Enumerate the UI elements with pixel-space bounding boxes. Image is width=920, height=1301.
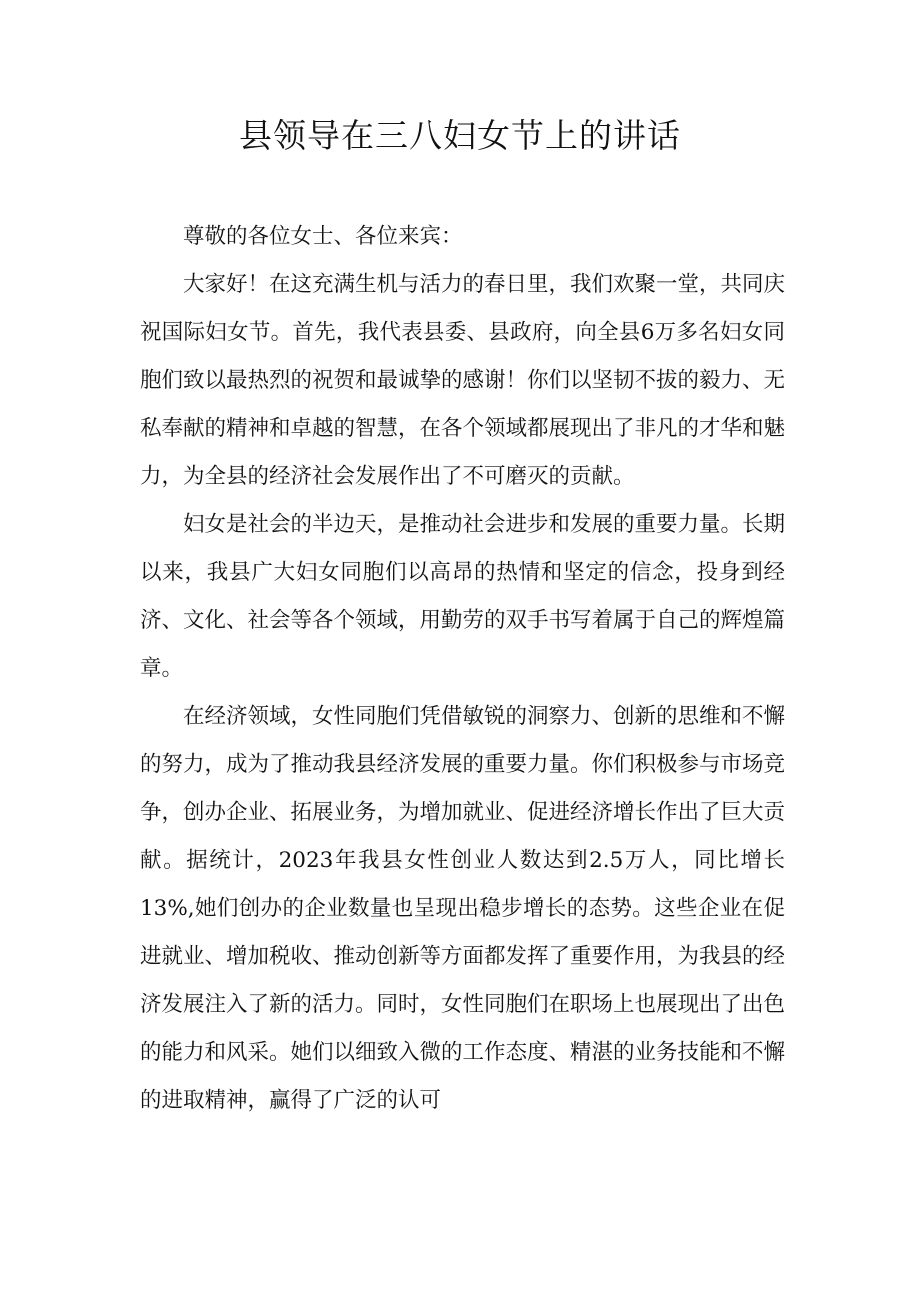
document-body <box>140 213 785 1125</box>
body-paragraph: 大家好！在这充满生机与活力的春日里，我们欢聚一堂，共同庆祝国际妇女节。首先，我代表县委、县政府，向全县6万多名妇女同胞们致以最热烈的祝贺和最诚挚的感谢！你们以坚韧不拔的毅力、无私奉献的精神和卓越的智慧，在各个领域都展现出了非凡的才华和魅力，为全县的经济社会发展作出了不可磨灭的贡献。 <box>140 272 786 489</box>
body-paragraph: 妇女是社会的半边天，是推动社会进步和发展的重要力量。长期以来，我县广大妇女同胞们以高昂的热情和坚定的信念，投身到经济、文化、社会等各个领域，用勤劳的双手书写着属于自己的辉煌篇章。 <box>140 512 786 681</box>
salutation-paragraph: 尊敬的各位女士、各位来宾： <box>183 224 463 249</box>
document-title: 县领导在三八妇女节上的讲话 <box>239 116 681 155</box>
body-paragraph: 在经济领域，女性同胞们凭借敏锐的洞察力、创新的思维和不懈的努力，成为了推动我县经济发展的重要力量。你们积极参与市场竞争，创办企业、拓展业务，为增加就业、促进经济增长作出了巨大贡献。据统计，2023年我县女性创业人数达到2.5万人，同比增长13%,她们创办的企业数量也呈现出稳步增长的态势。这些企业在促进就业、增加税收、推动创新等方面都发挥了重要作用，为我县的经济发展注入了新的活力。同时，女性同胞们在职场上也展现出了出色的能力和风采。她们以细致入微的工作态度、精湛的业务技能和不懈的进取精神，赢得了广泛的认可 <box>140 704 786 1113</box>
